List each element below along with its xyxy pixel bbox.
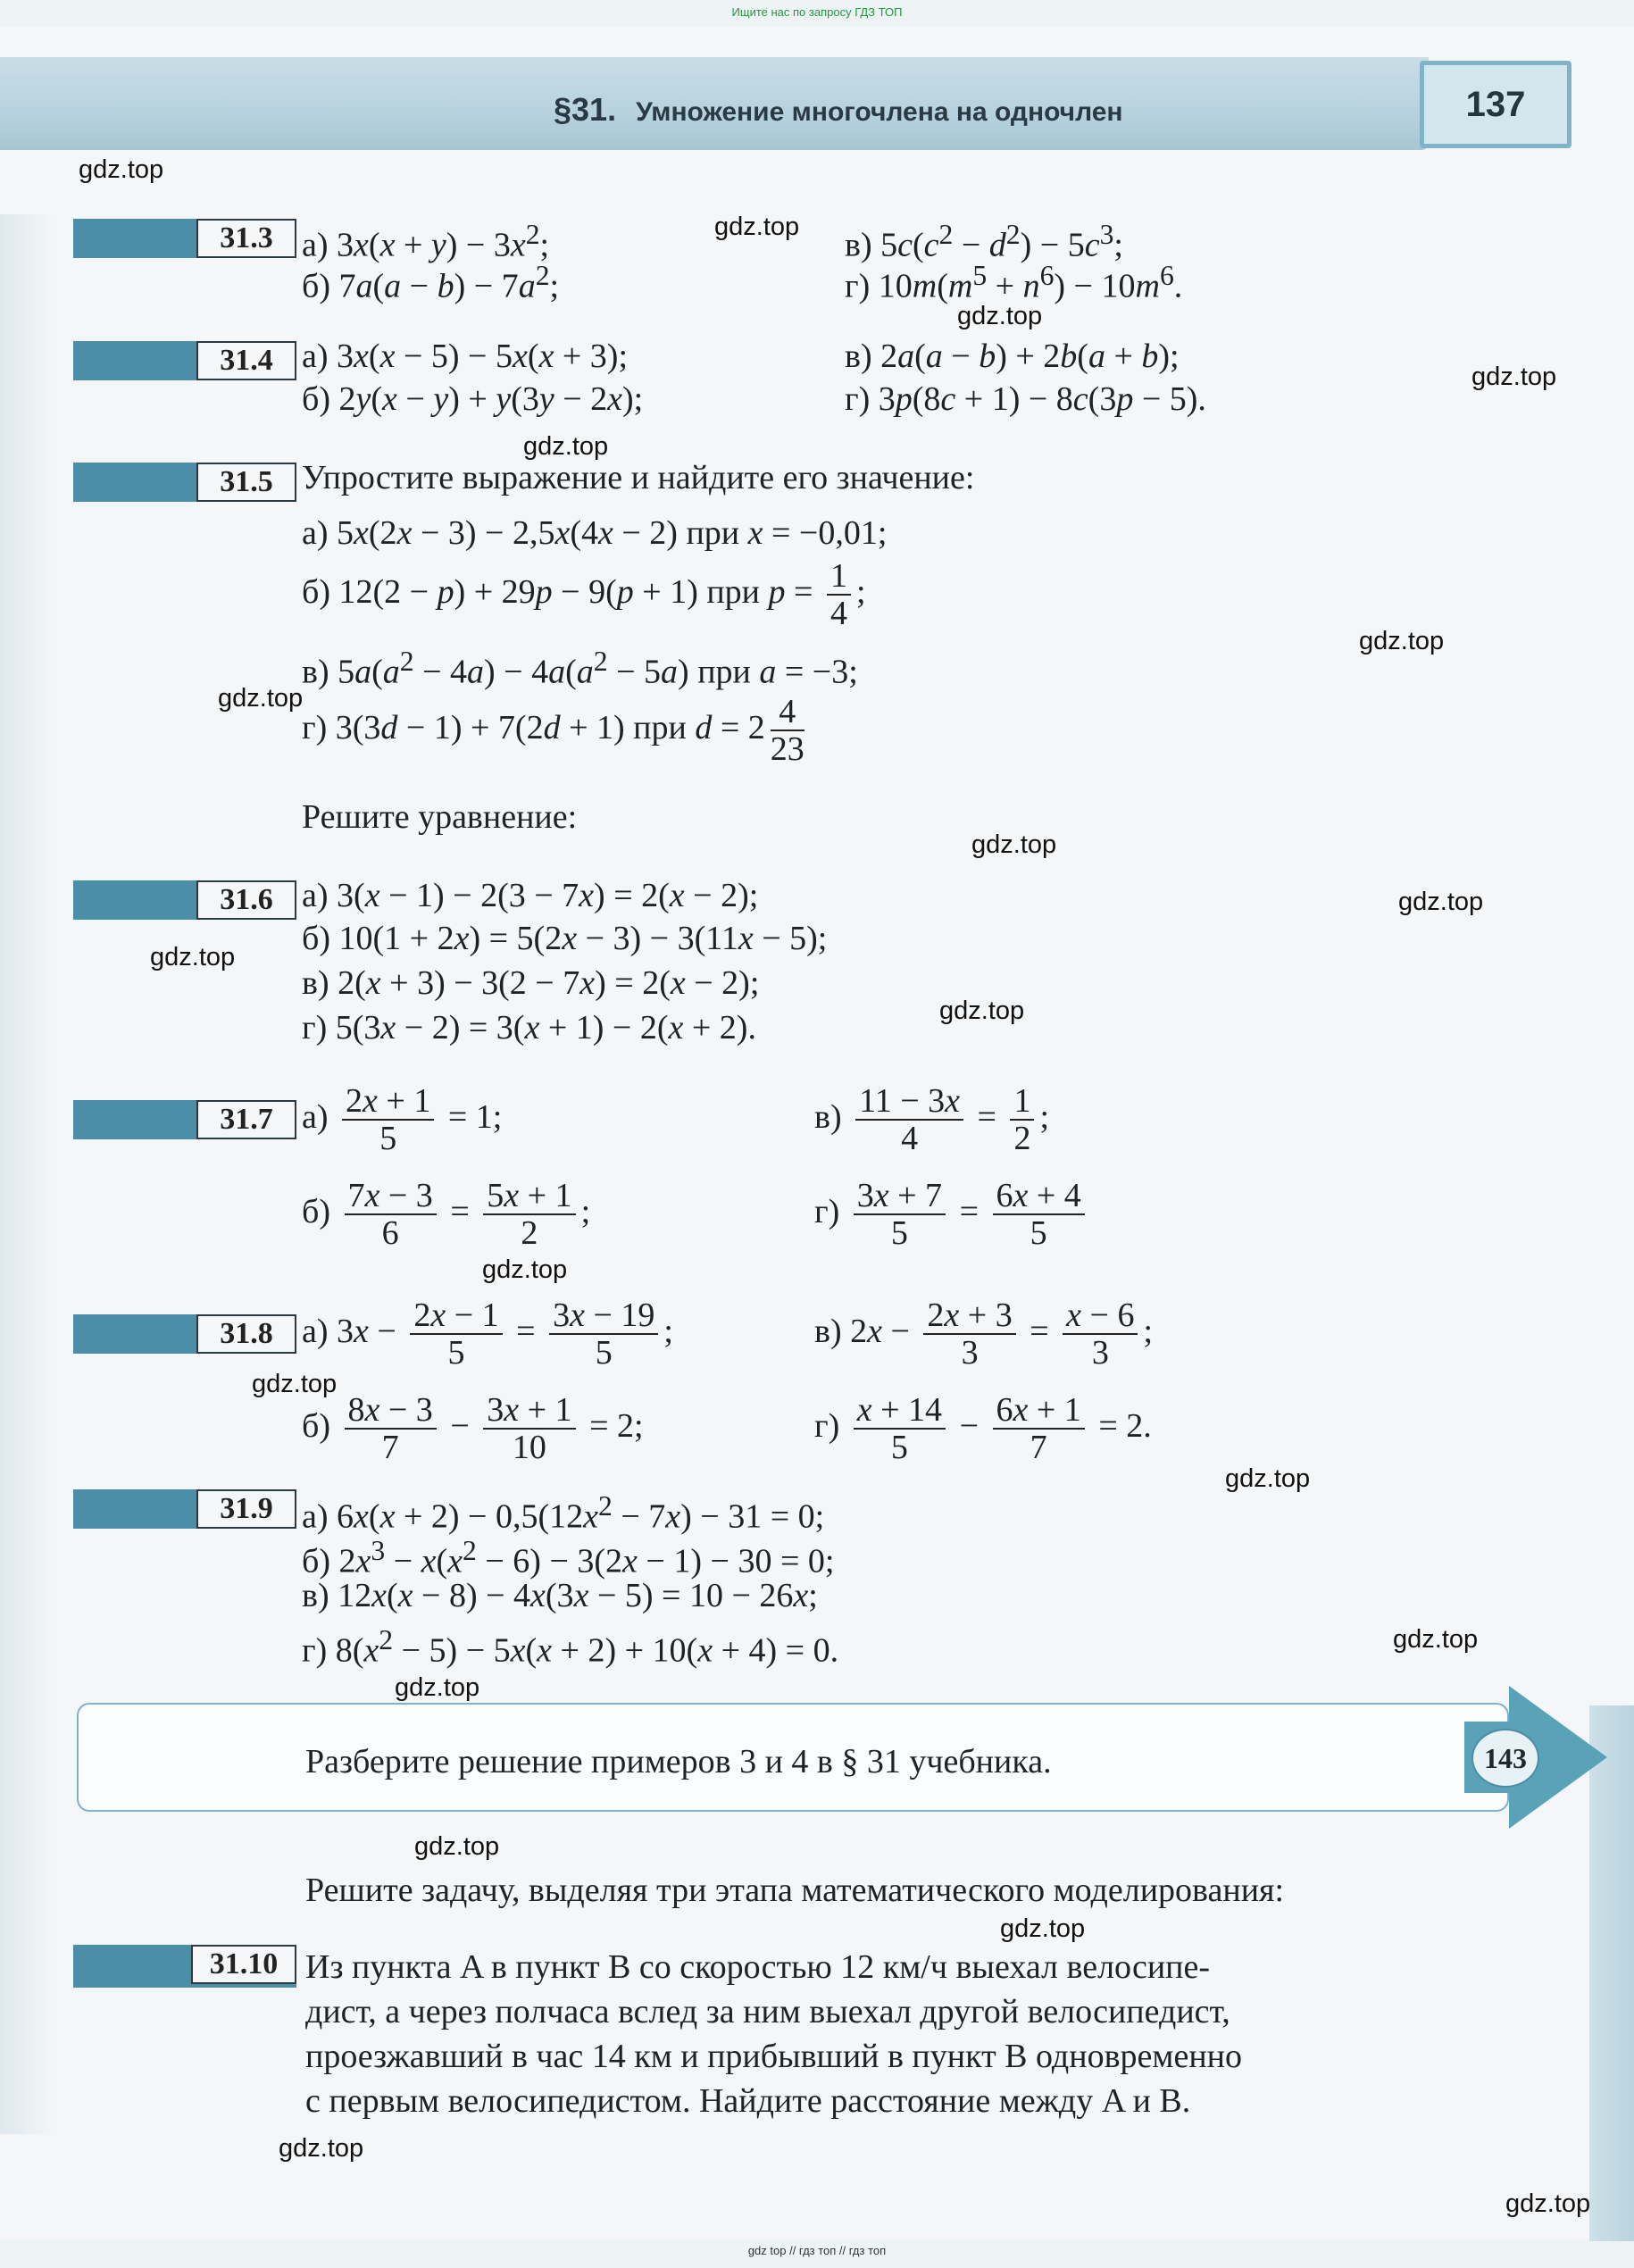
- problem-31-10-line-4: с первым велосипедистом. Найдите расстояние между A и B.: [305, 2082, 1191, 2120]
- problem-tag-31-3: [73, 219, 296, 258]
- watermark: gdz.top: [414, 1832, 500, 1861]
- problem-31-4-a: а) 3x(x − 5) − 5x(x + 3);: [302, 338, 629, 375]
- section-title: [554, 91, 1123, 129]
- reference-page-number: 143: [1471, 1729, 1539, 1788]
- textbook-note-text: Разберите решение примеров 3 и 4 в § 31 учебника.: [305, 1743, 1052, 1780]
- section-name: Умножение многочлена на одночлен: [636, 97, 1123, 127]
- page-header: [0, 27, 1634, 161]
- problem-number: 31.6: [196, 880, 296, 920]
- problem-31-9-b: б) $2x^3 - x(x^2 - 6) - 3(2x - 1) - 30 = 0$;: [302, 1535, 835, 1580]
- problem-31-8-g: г) $\frac{x + 14}{5}$ − $\frac{6x + 1}{7}$ = 2.: [814, 1391, 1152, 1467]
- watermark: gdz.top: [939, 996, 1025, 1025]
- problem-31-10-line-3: проезжавший в час 14 км и прибывший в пункт B одновременно: [305, 2038, 1242, 2075]
- problem-31-5-a: а) 5x(2x − 3) − 2,5x(4x − 2) при x = −0,01;: [302, 514, 888, 552]
- problem-number: 31.7: [196, 1100, 296, 1139]
- problem-31-7-a: а) $\frac{2x + 1}{5}$ = 1;: [302, 1082, 503, 1158]
- problem-31-9-g: г) $8(x^2 - 5) - 5x(x + 2) + 10(x + 4) = 0$.: [302, 1624, 839, 1670]
- problem-31-8-v: в) 2x − $\frac{2x + 3}{3}$ = $\frac{x - 6}{3}$ ;: [814, 1297, 1154, 1372]
- problem-31-6-v: в) 2(x + 3) − 3(2 − 7x) = 2(x − 2);: [302, 964, 760, 1002]
- problem-31-8-b: б) $\frac{8x - 3}{7}$ − $\frac{3x + 1}{10}$ = 2;: [302, 1391, 644, 1467]
- watermark: gdz.top: [1359, 627, 1445, 655]
- problem-31-4-v: в) 2a(a − b) + 2b(a + b);: [845, 338, 1180, 375]
- watermark: gdz.top: [1393, 1625, 1479, 1654]
- watermark: gdz.top: [150, 943, 236, 971]
- watermark: gdz.top: [714, 213, 800, 241]
- problem-tag-31-7: [73, 1100, 296, 1139]
- problem-31-7-g: г) $\frac{3x + 7}{5}$ = $\frac{6x + 4}{5}$: [814, 1172, 1090, 1252]
- watermark: gdz.top: [1000, 1914, 1086, 1943]
- top-note: Ищите нас по запросу ГДЗ ТОП: [731, 5, 903, 19]
- problem-tag-31-6: [73, 880, 296, 920]
- problem-tag-31-9: [73, 1489, 296, 1529]
- problem-31-6-b: б) 10(1 + 2x) = 5(2x − 3) − 3(11x − 5);: [302, 920, 828, 957]
- problem-31-3-b: б) $7a(a - b) - 7a^2$;: [302, 260, 560, 305]
- problem-31-6-g: г) 5(3x − 2) = 3(x + 1) − 2(x + 2).: [302, 1009, 756, 1046]
- problem-31-10-line-2: дист, а через полчаса вслед за ним выехал другой велосипедист,: [305, 1993, 1230, 2030]
- problem-31-3-v: в) $5c(c^2 - d^2) - 5c^3$;: [845, 219, 1123, 264]
- task-intro: Решите задачу, выделяя три этапа математического моделирования:: [305, 1872, 1285, 1909]
- problem-number: 31.9: [196, 1489, 296, 1529]
- problem-31-8-a: а) 3x − $\frac{2x - 1}{5}$ = $\frac{3x - 19}{5}$ ;: [302, 1297, 673, 1372]
- problem-number: 31.4: [196, 341, 296, 380]
- problem-31-5-intro: Упростите выражение и найдите его значение:: [302, 459, 975, 496]
- watermark: gdz.top: [1398, 888, 1484, 916]
- watermark: gdz.top: [218, 684, 304, 713]
- problem-31-5-b: б) 12(2 − p) + 29p − 9(p + 1) при p = $\frac{1}{4}$ ;: [302, 557, 866, 633]
- watermark: gdz.top: [957, 302, 1043, 330]
- section-number: §31.: [554, 91, 617, 128]
- watermark: gdz.top: [79, 155, 164, 184]
- watermark: gdz.top: [252, 1370, 338, 1398]
- problem-31-4-b: б) 2y(x − y) + y(3y − 2x);: [302, 380, 644, 418]
- problem-31-4-g: г) 3p(8c + 1) − 8c(3p − 5).: [845, 380, 1206, 418]
- watermark: gdz.top: [523, 432, 609, 461]
- problem-31-3-a: а) $3x(x + y) - 3x^2$;: [302, 219, 550, 264]
- problem-tag-31-5: [73, 463, 296, 502]
- watermark: gdz.top: [279, 2134, 364, 2163]
- problem-tag-31-10: [73, 1945, 296, 1988]
- watermark: gdz.top: [1471, 363, 1557, 391]
- watermark: gdz.top: [395, 1673, 480, 1702]
- problem-number: 31.3: [196, 219, 296, 258]
- problem-31-7-v: в) $\frac{11 - 3x}{4}$ = $\frac{1}{2}$ ;: [814, 1082, 1050, 1158]
- watermark: gdz.top: [482, 1255, 568, 1284]
- problem-31-6-a: а) 3(x − 1) − 2(3 − 7x) = 2(x − 2);: [302, 877, 759, 914]
- problem-number: 31.8: [196, 1314, 296, 1354]
- watermark: gdz.top: [1225, 1464, 1311, 1493]
- problem-tag-31-8: [73, 1314, 296, 1354]
- problem-31-3-g: г) $10m(m^5 + n^6) - 10m^6$.: [845, 260, 1183, 305]
- page-number: 137: [1420, 61, 1571, 148]
- problem-31-9-v: в) 12x(x − 8) − 4x(3x − 5) = 10 − 26x;: [302, 1577, 818, 1614]
- problem-number: 31.5: [196, 463, 296, 502]
- bottom-note: gdz top // гдз топ // гдз топ: [747, 2244, 887, 2257]
- problem-31-9-a: а) $6x(x + 2) - 0,5(12x^2 - 7x) - 31 = 0$;: [302, 1490, 825, 1536]
- problem-31-5-g: г) 3(3d − 1) + 7(2d + 1) при d = 2 $\frac{4}{23}$: [302, 693, 804, 769]
- problem-tag-31-4: [73, 341, 296, 380]
- problem-31-10-line-1: Из пункта A в пункт B со скоростью 12 км/ч выехал велосипе-: [305, 1948, 1211, 1986]
- solve-equation-heading: Решите уравнение:: [302, 798, 578, 836]
- watermark: gdz.top: [971, 830, 1057, 859]
- problem-31-7-b: б) $\frac{7x - 3}{6}$ = $\frac{5x + 1}{2}$ ;: [302, 1177, 591, 1253]
- problem-31-5-v: в) $5a(a^2 - 4a) - 4a(a^2 - 5a)$ при a = −3;: [302, 646, 858, 691]
- watermark: gdz.top: [1505, 2189, 1591, 2218]
- left-margin-band: [0, 214, 54, 2134]
- problem-number: 31.10: [191, 1945, 296, 1984]
